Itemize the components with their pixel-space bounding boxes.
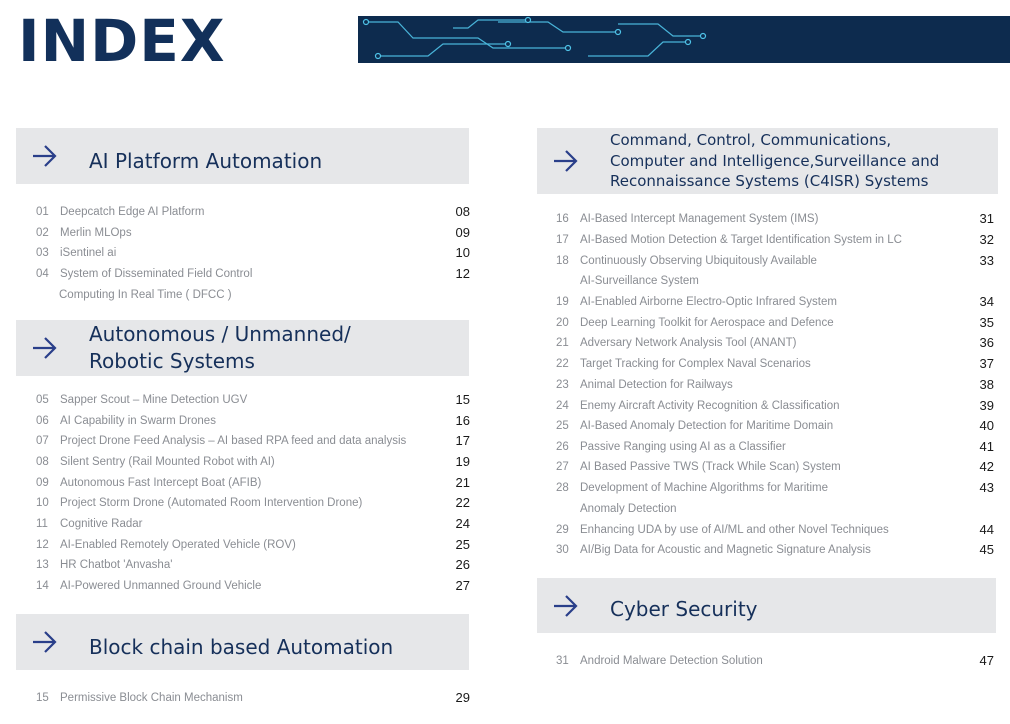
section-header-ai-platform: [16, 128, 469, 184]
arrow-right-icon: [30, 141, 60, 171]
section-title-line2: Robotic Systems: [89, 349, 255, 373]
list-item[interactable]: 25 AI-Based Anomaly Detection for Maritime Domain 40: [556, 418, 994, 433]
list-item[interactable]: 21 Adversary Network Analysis Tool (ANANT) 36: [556, 335, 994, 350]
list-item-continuation: Anomaly Detection: [580, 503, 677, 515]
arrow-right-icon: [551, 591, 581, 621]
list-item[interactable]: 05 Sapper Scout – Mine Detection UGV 15: [36, 392, 470, 407]
list-item-continuation: Computing In Real Time ( DFCC ): [59, 289, 232, 301]
section-title-line1: Command, Control, Communications,: [610, 131, 892, 149]
list-item[interactable]: 17 AI-Based Motion Detection & Target Identification System in LC 32: [556, 232, 994, 247]
circuit-banner: [358, 16, 1010, 63]
list-item[interactable]: 31 Android Malware Detection Solution 47: [556, 653, 994, 668]
list-item[interactable]: 28 Development of Machine Algorithms for Maritime 43: [556, 480, 994, 495]
list-item[interactable]: 24 Enemy Aircraft Activity Recognition & Classification 39: [556, 398, 994, 413]
page-title: INDEX: [18, 7, 226, 75]
list-item[interactable]: 16 AI-Based Intercept Management System (IMS) 31: [556, 211, 994, 226]
list-item[interactable]: 10 Project Storm Drone (Automated Room Intervention Drone) 22: [36, 495, 470, 510]
list-item[interactable]: 13 HR Chatbot 'Anvasha' 26: [36, 557, 470, 572]
list-item-continuation: AI-Surveillance System: [580, 275, 699, 287]
section-title-line2: Computer and Intelligence,Surveillance and: [610, 151, 940, 170]
list-item[interactable]: 20 Deep Learning Toolkit for Aerospace and Defence 35: [556, 315, 994, 330]
section-title: AI Platform Automation: [89, 149, 323, 173]
list-item[interactable]: 14 AI-Powered Unmanned Ground Vehicle 27: [36, 578, 470, 593]
list-item[interactable]: 06 AI Capability in Swarm Drones 16: [36, 413, 470, 428]
list-item[interactable]: 07 Project Drone Feed Analysis – AI based RPA feed and data analysis 17: [36, 433, 470, 448]
arrow-right-icon: [30, 333, 60, 363]
section-title-line1: Autonomous / Unmanned/: [89, 322, 351, 346]
section-header-c4isr: [537, 128, 998, 194]
list-item[interactable]: 26 Passive Ranging using AI as a Classifier 41: [556, 439, 994, 454]
section-title: Block chain based Automation: [89, 635, 394, 659]
list-item[interactable]: 27 AI Based Passive TWS (Track While Scan) System 42: [556, 459, 994, 474]
arrow-right-icon: [30, 627, 60, 657]
list-item[interactable]: 09 Autonomous Fast Intercept Boat (AFIB) 21: [36, 475, 470, 490]
section-title-line3: Reconnaissance Systems (C4ISR) Systems: [610, 172, 929, 190]
section-header-autonomous: [16, 320, 469, 376]
list-item[interactable]: 30 AI/Big Data for Acoustic and Magnetic Signature Analysis 45: [556, 542, 994, 557]
list-item[interactable]: 04 System of Disseminated Field Control 12: [36, 266, 470, 281]
list-item[interactable]: 08 Silent Sentry (Rail Mounted Robot with AI) 19: [36, 454, 470, 469]
list-item[interactable]: 15 Permissive Block Chain Mechanism 29: [36, 690, 470, 705]
section-header-blockchain: [16, 614, 469, 670]
list-item[interactable]: 03 iSentinel ai 10: [36, 245, 470, 260]
list-item[interactable]: 22 Target Tracking for Complex Naval Scenarios 37: [556, 356, 994, 371]
list-item[interactable]: 02 Merlin MLOps 09: [36, 225, 470, 240]
list-item[interactable]: 23 Animal Detection for Railways 38: [556, 377, 994, 392]
list-item[interactable]: 12 AI-Enabled Remotely Operated Vehicle (ROV) 25: [36, 537, 470, 552]
list-item[interactable]: 18 Continuously Observing Ubiquitously Available 33: [556, 253, 994, 268]
list-item[interactable]: 19 AI-Enabled Airborne Electro-Optic Infrared System 34: [556, 294, 994, 309]
list-item[interactable]: 01 Deepcatch Edge AI Platform 08: [36, 204, 470, 219]
arrow-right-icon: [551, 146, 581, 176]
list-item[interactable]: 11 Cognitive Radar 24: [36, 516, 470, 531]
section-title: Cyber Security: [610, 597, 758, 621]
list-item[interactable]: 29 Enhancing UDA by use of AI/ML and other Novel Techniques 44: [556, 522, 994, 537]
section-header-cyber: [537, 578, 996, 633]
